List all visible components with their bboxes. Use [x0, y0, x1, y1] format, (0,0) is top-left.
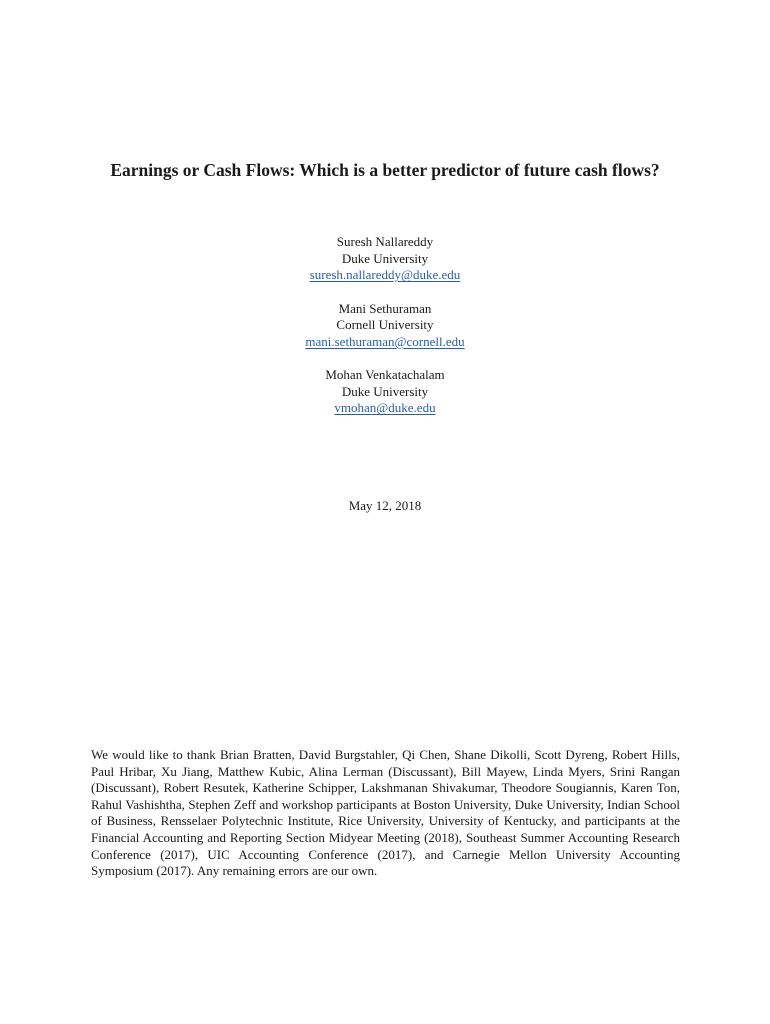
author-email-link[interactable]: vmohan@duke.edu [334, 400, 436, 415]
author-affiliation: Duke University [341, 383, 429, 399]
author-name: Mohan Venkatachalam [325, 367, 445, 382]
author-list [0, 234, 770, 434]
paper-title: Earnings or Cash Flows: Which is a better predictor of future cash flows? [110, 160, 660, 180]
author-block [0, 234, 770, 284]
author-name: Suresh Nallareddy [336, 234, 434, 249]
author-email-link[interactable]: mani.sethuraman@cornell.edu [305, 333, 465, 349]
author-name: Mani Sethuraman [338, 300, 432, 316]
author-block [0, 301, 770, 351]
acknowledgement-paragraph: We would like to thank Brian Bratten, David Burgstahler, Qi Chen, Shane Dikolli, Scott Dyreng, Robert Hills, Paul Hribar, Xu Jiang, Matthew Kubic, Alina Lerman (Discussant), Bill Mayew, Linda Myers, Srini Rangan (Discussant), Robert Resutek, Katherine Schipper, Lakshmanan Shivakumar, Theodore Sougiannis, Karen Ton, Rahul Vashishtha, Stephen Zeff and workshop participants at Boston University, Duke University, Indian School of Business, Rensselaer Polytechnic Institute, Rice University, University of Kentucky, and participants at the Financial Accounting and Reporting Section Midyear Meeting (2018), Southeast Summer Accounting Research Conference (2017), UIC Accounting Conference (2017), and Carnegie Mellon University Accounting Symposium (2017). Any remaining errors are our own. [91, 747, 680, 879]
author-affiliation: Cornell University [336, 317, 434, 332]
author-block [0, 367, 770, 417]
paper-date: May 12, 2018 [348, 498, 422, 513]
author-email-link[interactable]: suresh.nallareddy@duke.edu [309, 267, 461, 282]
author-affiliation: Duke University [341, 250, 429, 266]
